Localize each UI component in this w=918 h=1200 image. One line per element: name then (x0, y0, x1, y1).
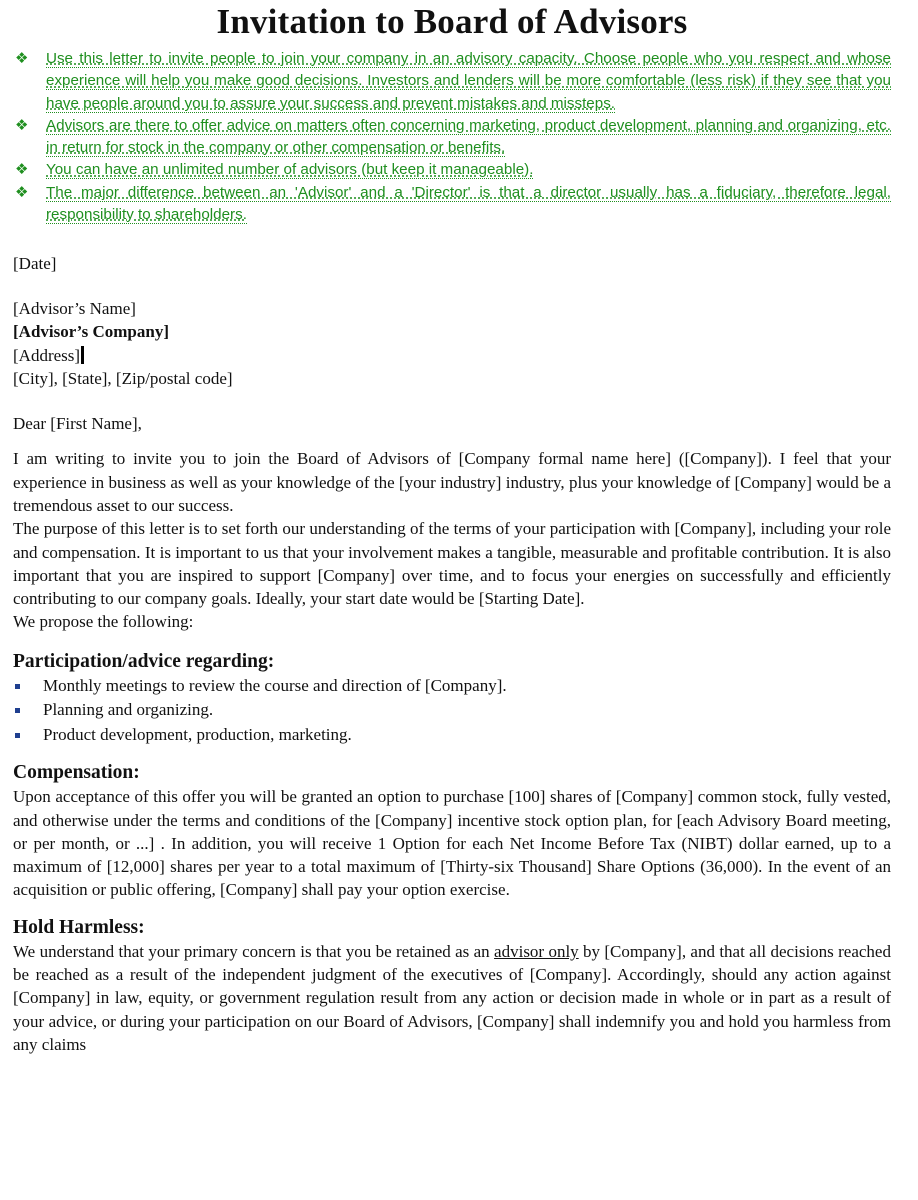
diamond-bullet-icon: ❖ (15, 50, 29, 67)
list-item[interactable] (13, 723, 891, 748)
document-page (13, 0, 891, 1056)
hold-text-start: We understand that your primary concern is that you be retained as an (13, 941, 495, 961)
propose-line[interactable]: We propose the following: (13, 612, 194, 632)
hold-harmless-paragraph[interactable] (13, 940, 891, 1056)
city-line[interactable]: [City], [State], [Zip/postal code] (13, 369, 233, 389)
tip-item (13, 115, 891, 160)
page-title: Invitation to Board of Advisors (216, 2, 688, 41)
list-item-text: Product development, production, marketing. (43, 724, 352, 744)
participation-list (13, 674, 891, 748)
tip-text: Advisors are there to offer advice on matters often concerning marketing, product development, planning and organizing, etc. in return for stock in the company or other compensation or benefits. (46, 116, 891, 157)
salutation[interactable]: Dear [First Name], (13, 413, 142, 433)
advisor-name[interactable]: [Advisor’s Name] (13, 298, 136, 318)
list-item-text: Planning and organizing. (43, 700, 214, 720)
compensation-paragraph[interactable]: Upon acceptance of this offer you will be granted an option to purchase [100] shares of [Company] common stock, fully vested, and otherwise under the terms and conditions of the [Company] incentive stock option plan, for [each Advisory Board meeting, or per month, or ...] . In addition, you will receive 1 Option for each Net Income Before Tax (NIBT) dollar earned, up to a maximum of [12,000] shares per year to a total maximum of [Thirty-six Thousand] Share Options (36,000). In the event of an acquisition or public offering, [Company] shall pay your option exercise. (13, 787, 891, 900)
tip-text: Use this letter to invite people to join your company in an advisory capacity. Choose people who you respect and whose experience will help you make good decisions. Investors and lenders will be more comfortable (less risk) if they see that you have people around you to assure your success and prevent mistakes and missteps. (46, 50, 891, 112)
text-cursor (81, 346, 84, 364)
diamond-bullet-icon: ❖ (15, 116, 29, 134)
square-bullet-icon (15, 684, 20, 689)
intro-paragraph[interactable]: I am writing to invite you to join the Board of Advisors of [Company formal name here] ([Company]). I feel that your experience in business as well as your knowledge of the [your industry] industry, plus your knowledge of [Company] would be a tremendous asset to our success. (13, 449, 891, 515)
compensation-heading: Compensation: (13, 762, 140, 784)
purpose-paragraph[interactable]: The purpose of this letter is to set forth our understanding of the terms of your participation with [Company], including your role and compensation. It is important to us that your involvement makes a tangible, measurable and profitable contribution. It is also important that you are inspired to support [Company] over time, and to focus your energies on successfully and efficiently contributing to our company goals. Ideally, your start date would be [Starting Date]. (13, 519, 891, 609)
list-item-text: Monthly meetings to review the course and direction of [Company]. (43, 675, 507, 695)
address-line[interactable] (13, 344, 891, 368)
tip-item (13, 48, 891, 115)
tip-text: You can have an unlimited number of advisors (but keep it manageable). (46, 161, 534, 179)
advisor-only-underlined: advisor only (494, 941, 579, 961)
diamond-bullet-icon: ❖ (15, 161, 29, 179)
tip-item (13, 182, 891, 227)
address-text: [Address] (13, 345, 81, 365)
list-item[interactable] (13, 674, 891, 699)
square-bullet-icon (15, 733, 20, 738)
list-item[interactable] (13, 698, 891, 723)
diamond-bullet-icon: ❖ (15, 183, 29, 201)
participation-heading: Participation/advice regarding: (13, 650, 275, 672)
tip-item (13, 159, 891, 181)
square-bullet-icon (15, 708, 20, 713)
hold-harmless-heading: Hold Harmless: (13, 916, 145, 938)
tip-text: The major difference between an 'Advisor' and a 'Director' is that a director usually has a fiduciary, therefore legal, responsibility to shareholders. (46, 183, 891, 224)
tips-list (13, 48, 891, 226)
hold-text-end: by [Company], and that all decisions reached be reached as a result of the independent judgment of the executives of [Company]. Accordingly, should any action against [Company] in law, equity, or government regulation result from any action or decision made in whole or in part as a result of your advice, or during your participation on our Board of Advisors, [Company] shall indemnify you and hold you harmless from any claims (13, 941, 891, 1054)
advisor-company[interactable]: [Advisor’s Company] (13, 322, 169, 342)
date-line[interactable]: [Date] (13, 254, 57, 274)
